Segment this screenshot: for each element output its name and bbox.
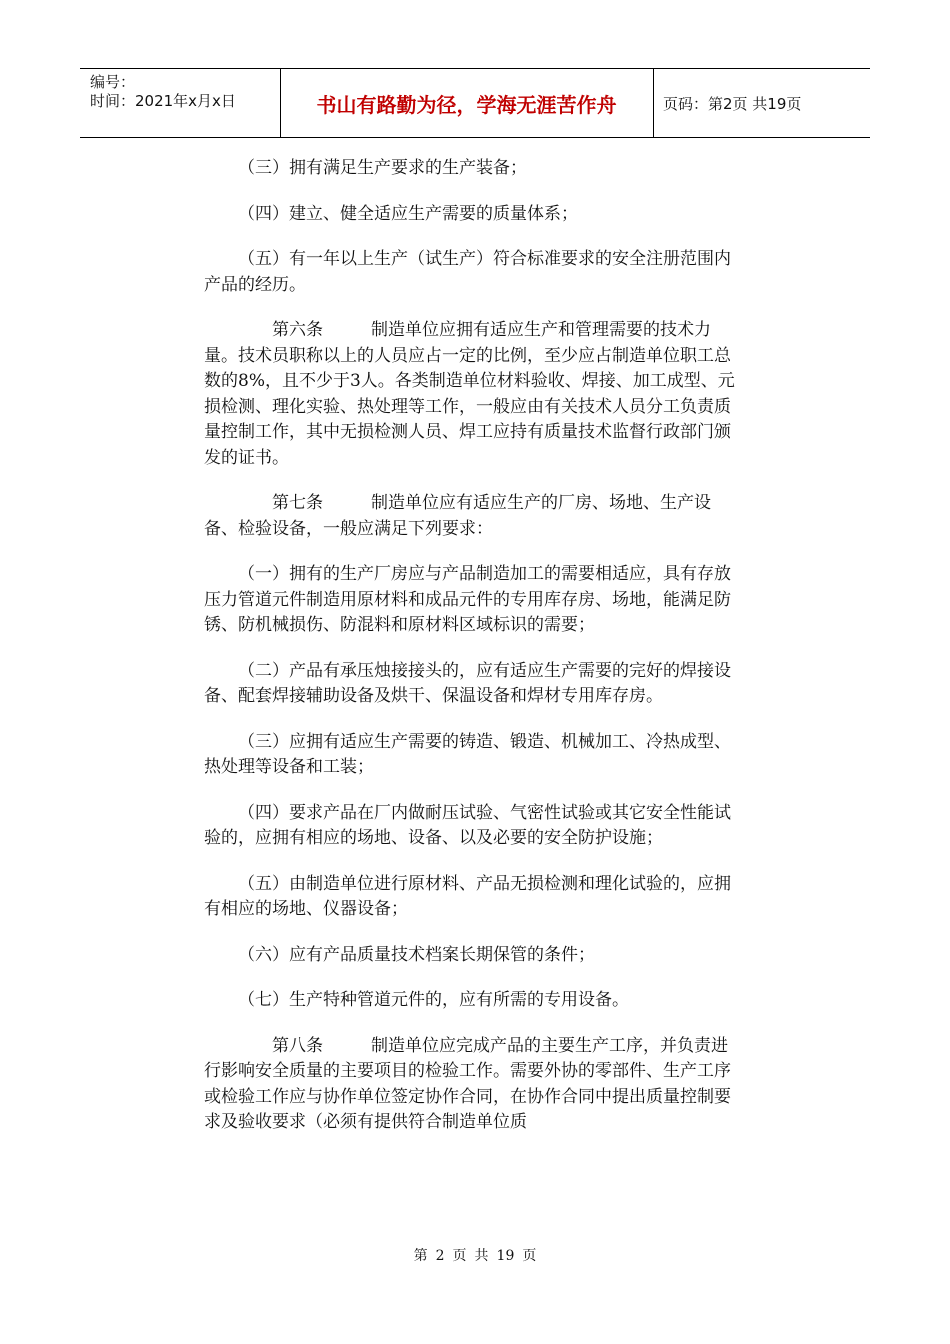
list-item: （五）由制造单位进行原材料、产品无损检测和理化试验的，应拥有相应的场地、仪器设备； — [204, 873, 731, 919]
article-6 — [204, 318, 744, 471]
header-meta — [80, 69, 281, 137]
footer-ye: 页 — [452, 1248, 467, 1264]
article-heading: 第七条 — [272, 493, 323, 513]
list-item: （六）应有产品质量技术档案长期保管的条件； — [238, 944, 595, 965]
document-body — [204, 156, 744, 1156]
document-number-label: 编号： — [90, 73, 136, 91]
article-text: 制造单位应完成产品的主要生产工序，并负责进行影响安全质量的主要项目的检验工作。需要外协的零部件、生产工序或检验工作应与协作单位签定协作合同，在协作合同中提出质量控制要求及验收要求（必须有提供符合制造单位质 — [204, 1035, 731, 1132]
paragraph: （五）有一年以上生产（试生产）符合标准要求的安全注册范围内产品的经历。 — [204, 249, 731, 295]
document-date-label: 时间：2021年x月x日 — [90, 92, 236, 110]
list-item: （四）要求产品在厂内做耐压试验、气密性试验或其它安全性能试验的，应拥有相应的场地、设备、以及必要的安全防护设施； — [204, 802, 731, 848]
list-item: （七）生产特种管道元件的，应有所需的专用设备。 — [238, 990, 629, 1010]
header-page-info: 页码：第2页 共19页 — [663, 94, 802, 113]
footer-gong: 共 — [474, 1248, 489, 1264]
article-7 — [204, 491, 744, 542]
footer-total-pages: 19 — [496, 1248, 515, 1264]
list-item: （三）应拥有适应生产需要的铸造、锻造、机械加工、冷热成型、热处理等设备和工装； — [204, 731, 731, 777]
paragraph: （三）拥有满足生产要求的生产装备； — [238, 158, 527, 178]
article-heading: 第六条 — [272, 320, 323, 340]
paragraph: （四）建立、健全适应生产需要的质量体系； — [238, 203, 578, 224]
article-text: 制造单位应拥有适应生产和管理需要的技术力量。技术员职称以上的人员应占一定的比例，至少应占制造单位职工总数的8%，且不少于3人。各类制造单位材料验收、焊接、加工成型、元损检测、理化实验、热处理等工作，一般应由有关技术人员分工负责质量控制工作，其中无损检测人员、焊工应持有质量技术监督行政部门颁发的证书。 — [204, 320, 735, 468]
list-item: （二）产品有承压烛接接头的，应有适应生产需要的完好的焊接设备、配套焊接辅助设备及烘干、保温设备和焊材专用库存房。 — [204, 660, 731, 706]
page-footer — [0, 1245, 950, 1265]
page-header — [80, 68, 870, 138]
header-motto: 书山有路勤为径，学海无涯苦作舟 — [280, 69, 654, 137]
list-item: （一）拥有的生产厂房应与产品制造加工的需要相适应，具有存放压力管道元件制造用原材料和成品元件的专用库存房、场地，能满足防锈、防机械损伤、防混料和原材料区域标识的需要； — [204, 564, 731, 635]
article-text: 制造单位应有适应生产的厂房、场地、生产设备、检验设备，一般应满足下列要求： — [204, 493, 711, 539]
footer-di: 第 — [413, 1248, 428, 1264]
article-8 — [204, 1034, 744, 1136]
article-heading: 第八条 — [272, 1035, 323, 1056]
footer-page-number: 2 — [435, 1248, 445, 1264]
footer-ye: 页 — [522, 1248, 537, 1264]
